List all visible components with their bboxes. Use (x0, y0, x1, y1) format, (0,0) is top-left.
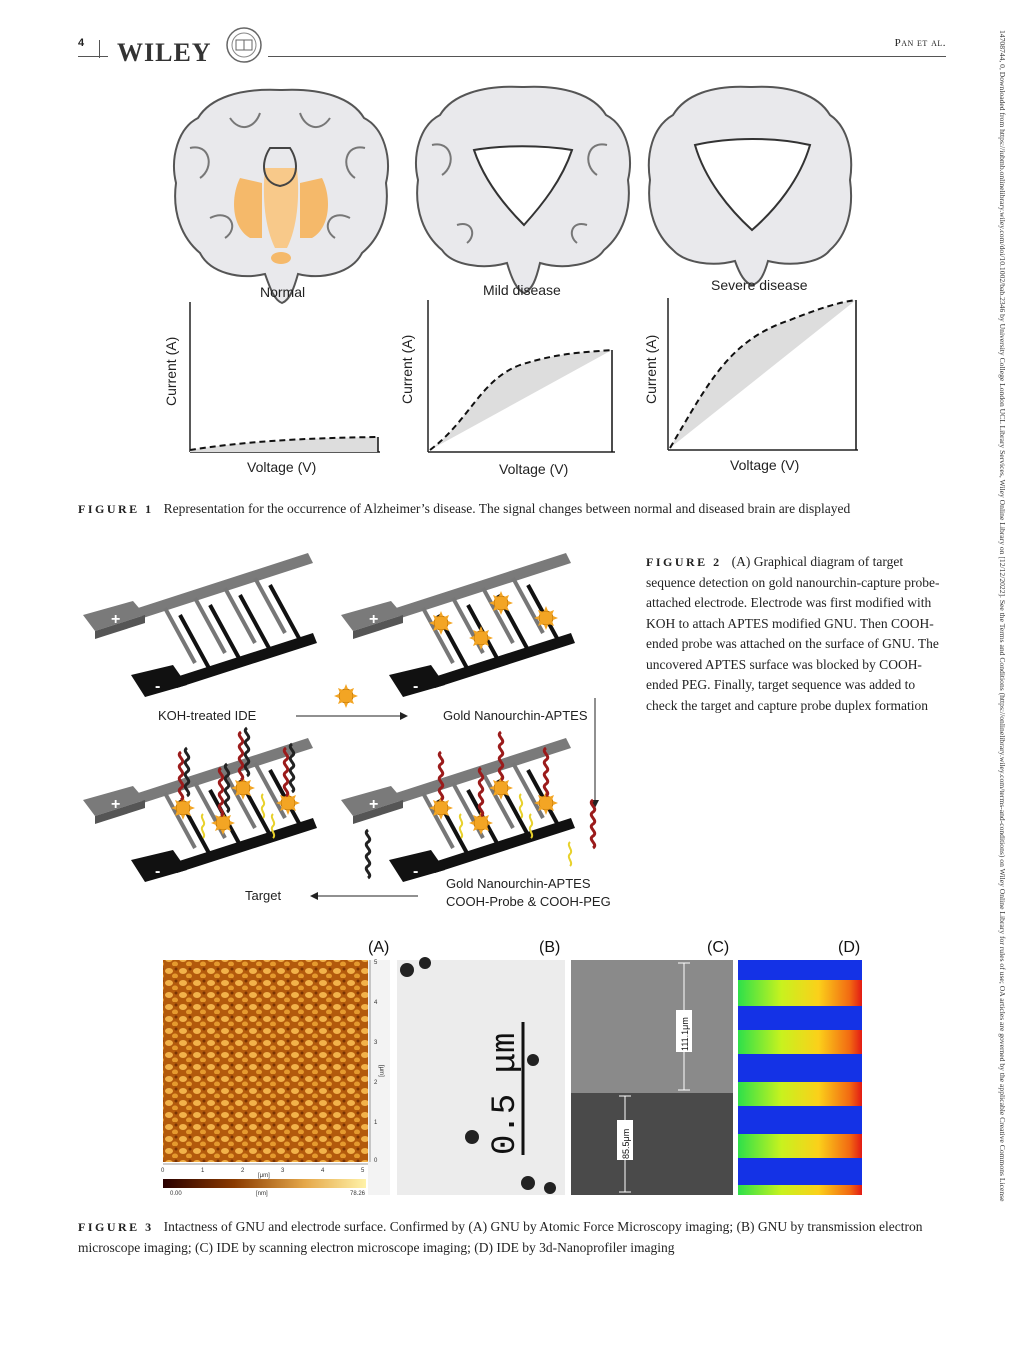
figure-3-caption (78, 1217, 938, 1258)
peg-legend-icon (569, 842, 571, 866)
svg-text:3: 3 (374, 1040, 378, 1046)
fig1-xlabel-3: Voltage (V) (730, 457, 800, 473)
panel-letter-c: (C) (707, 939, 730, 956)
svg-text:4: 4 (321, 1168, 325, 1174)
download-notice: 14708744, 0, Downloaded from https://iubmb.onlinelibrary.wiley.com/doi/10.1002/bab.2346 by University College London UCL Library Services, Wiley Online Library on [12/12/2022]. See the Terms and Conditions (https://onlinelibrary.wiley.com/terms-and-conditions) on Wiley Online Library for rules of use; OA articles are governed by the applicable Creative Commons License (998, 30, 1007, 1202)
svg-text:2: 2 (374, 1080, 378, 1086)
brain-severe (649, 87, 851, 285)
iv-plot-mild (399, 300, 615, 477)
page-number: 4 (78, 37, 85, 49)
figure-2-caption (646, 552, 946, 716)
svg-text:0: 0 (161, 1168, 165, 1174)
afm-image (161, 960, 390, 1197)
figure-1-label: FIGURE 1 (78, 502, 154, 516)
afm-colorbar (163, 1179, 366, 1188)
label-cooh-probe-peg: COOH-Probe & COOH-PEG (446, 894, 611, 909)
figure-2 (78, 548, 638, 913)
ide-koh-treated (83, 553, 317, 697)
publisher-logo: WILEY (117, 38, 212, 67)
wiley-seal-icon (222, 25, 268, 65)
figure-3 (150, 930, 870, 1200)
svg-text:[μm]: [μm] (378, 1065, 384, 1077)
nanoprofiler-image (738, 960, 862, 1195)
brain-mild (416, 87, 630, 293)
figure-3-caption-text: Intactness of GNU and electrode surface. Confirmed by (A) GNU by Atomic Force Microscopy imaging; (B) GNU by transmission electron microscope imaging; (C) IDE by scanning electron microscope imaging; (D) IDE by 3d-Nanoprofiler imaging (78, 1219, 923, 1255)
fig1-title-mild: Mild disease (483, 282, 561, 298)
fig1-ylabel-1: Current (A) (163, 336, 179, 406)
svg-text:78.26: 78.26 (350, 1191, 366, 1197)
fig1-xlabel-2: Voltage (V) (499, 461, 569, 477)
svg-text:4: 4 (374, 1000, 378, 1006)
figure-2-caption-text: (A) Graphical diagram of target sequence detection on gold nanourchin-capture probe-attached electrode. Electrode was first modified with KOH to attach APTES modified GNU. Then COOH-ended probe was attached on the surface of GNU. The uncovered APTES surface was blocked by COOH-ended PEG. Finally, target sequence was added to check the target and capture probe duplex formation (646, 554, 940, 713)
running-head: Pan et al. (894, 37, 946, 49)
iv-plot-normal (163, 302, 380, 475)
fig1-ylabel-2: Current (A) (399, 334, 415, 404)
svg-text:5: 5 (361, 1168, 365, 1174)
svg-text:5: 5 (374, 960, 378, 966)
svg-text:0.00: 0.00 (170, 1191, 182, 1197)
label-target: Target (245, 888, 282, 903)
svg-text:[μm]: [μm] (258, 1173, 270, 1179)
sem-top-width: 111.1μm (680, 1017, 690, 1051)
label-koh-ide: KOH-treated IDE (158, 708, 257, 723)
svg-text:3: 3 (281, 1168, 285, 1174)
fig1-title-normal: Normal (260, 284, 306, 300)
sem-bottom-width: 85.5μm (621, 1128, 631, 1159)
brain-normal (174, 90, 388, 303)
tem-image (397, 957, 565, 1195)
fig1-title-severe: Severe disease (711, 277, 808, 293)
sem-image (571, 960, 733, 1195)
label-gold-aptes-2: Gold Nanourchin-APTES (446, 876, 591, 891)
gold-nanourchin-icon (334, 684, 358, 708)
header-rule-left (78, 56, 108, 57)
ide-probe-peg (341, 732, 575, 882)
panel-letter-b: (B) (539, 939, 561, 956)
panel-letter-a: (A) (368, 939, 390, 956)
svg-text:2: 2 (241, 1168, 245, 1174)
label-gold-aptes: Gold Nanourchin-APTES (443, 708, 588, 723)
fig1-xlabel-1: Voltage (V) (247, 459, 317, 475)
figure-3-label: FIGURE 3 (78, 1220, 154, 1234)
svg-text:1: 1 (201, 1168, 205, 1174)
tem-scale-label: 0.5 μm (487, 1032, 525, 1155)
ide-gold-nanourchin (341, 553, 575, 697)
probe-legend-icon (591, 800, 594, 848)
ide-target-bound (83, 728, 317, 882)
figure-2-label: FIGURE 2 (646, 555, 722, 569)
target-icon (366, 830, 369, 878)
fig1-ylabel-3: Current (A) (643, 334, 659, 404)
iv-plot-severe (643, 298, 858, 473)
panel-letter-d: (D) (838, 939, 861, 956)
svg-text:0: 0 (374, 1158, 378, 1164)
header-rule (268, 56, 946, 57)
figure-1-caption-text: Representation for the occurrence of Alzheimer’s disease. The signal changes between normal and diseased brain are displayed (163, 501, 851, 516)
svg-text:1: 1 (374, 1120, 378, 1126)
figure-1-caption (78, 499, 938, 520)
svg-text:[nm]: [nm] (256, 1191, 268, 1197)
figure-1 (150, 80, 870, 490)
